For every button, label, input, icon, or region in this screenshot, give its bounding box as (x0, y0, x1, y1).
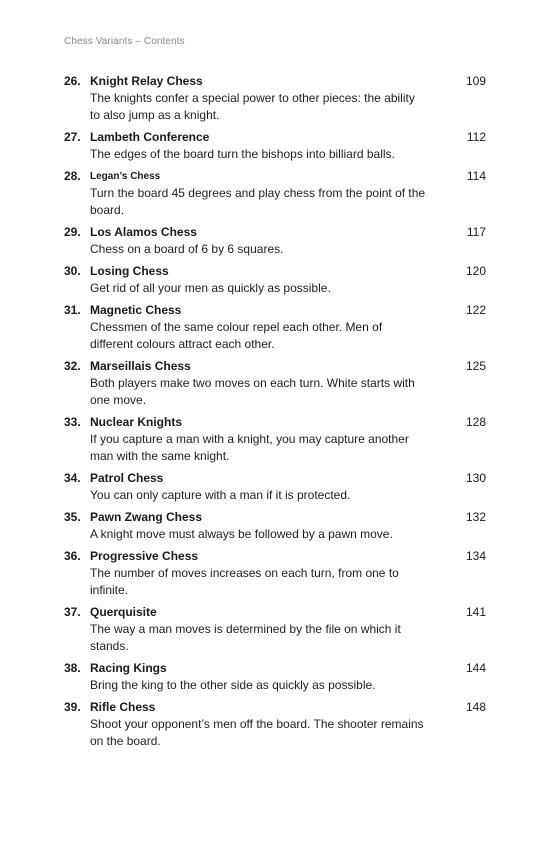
toc-entry (64, 168, 494, 219)
entry-title: Nuclear Knights (90, 415, 183, 429)
entry-page-number: 122 (465, 303, 486, 317)
toc-entry (64, 224, 494, 258)
entry-number: 30. (64, 264, 81, 278)
toc-entry (64, 263, 494, 297)
entry-description: Both players make two moves on each turn. White starts with one move. (90, 376, 415, 407)
entry-page-number: 130 (465, 471, 486, 485)
toc-entry (64, 414, 494, 465)
entry-number: 37. (64, 605, 81, 619)
entry-number: 35. (64, 510, 81, 524)
entry-description: Shoot your opponent’s men off the board. The shooter remains on the board. (90, 717, 424, 748)
entry-page-number: 120 (465, 264, 486, 278)
toc-entry (64, 699, 494, 750)
entry-number: 27. (64, 130, 81, 144)
entry-title: Progressive Chess (90, 549, 199, 563)
entry-description: Chess on a board of 6 by 6 squares. (90, 242, 284, 256)
toc-entry (64, 509, 494, 543)
entry-number: 28. (64, 169, 81, 183)
entry-number: 38. (64, 661, 81, 675)
toc-entry (64, 73, 494, 124)
toc-entry (64, 604, 494, 655)
entry-description: If you capture a man with a knight, you may capture another man with the same knight. (90, 432, 409, 463)
entry-title: Legan’s Chess (90, 171, 161, 182)
entry-title: Querquisite (90, 605, 157, 619)
running-header: Chess Variants – Contents (64, 36, 185, 47)
entry-description: Chessmen of the same colour repel each other. Men of different colours attract each other. (90, 320, 383, 351)
toc-entry (64, 358, 494, 409)
entry-number: 34. (64, 471, 81, 485)
entry-number: 36. (64, 549, 81, 563)
entry-description: The edges of the board turn the bishops into billiard balls. (90, 147, 395, 161)
entry-page-number: 109 (465, 74, 486, 88)
entry-description: Bring the king to the other side as quickly as possible. (90, 678, 376, 692)
entry-title: Magnetic Chess (90, 303, 182, 317)
entry-description: The way a man moves is determined by the file on which it stands. (90, 622, 401, 653)
toc-entry (64, 302, 494, 353)
entry-page-number: 112 (466, 130, 486, 144)
entry-number: 32. (64, 359, 81, 373)
entry-description: A knight move must always be followed by a pawn move. (90, 527, 393, 541)
entry-number: 33. (64, 415, 81, 429)
entry-description: The number of moves increases on each turn, from one to infinite. (90, 566, 399, 597)
entry-number: 39. (64, 700, 81, 714)
entry-description: Get rid of all your men as quickly as possible. (90, 281, 331, 295)
entry-number: 31. (64, 303, 81, 317)
entry-title: Marseillais Chess (90, 359, 191, 373)
entry-page-number: 144 (465, 661, 486, 675)
entry-page-number: 114 (466, 169, 486, 183)
toc-entry (64, 470, 494, 504)
entry-title: Lambeth Conference (90, 130, 210, 144)
entry-title: Los Alamos Chess (90, 225, 197, 239)
entry-title: Rifle Chess (90, 700, 156, 714)
table-of-contents (64, 73, 494, 755)
entry-description: Turn the board 45 degrees and play chess from the point of the board. (90, 186, 426, 217)
entry-title: Knight Relay Chess (90, 74, 203, 88)
entry-title: Losing Chess (90, 264, 169, 278)
entry-description: The knights confer a special power to other pieces: the ability to also jump as a knight. (90, 91, 415, 122)
entry-page-number: 125 (465, 359, 486, 373)
entry-page-number: 141 (465, 605, 486, 619)
toc-entry (64, 129, 494, 163)
entry-page-number: 134 (465, 549, 486, 563)
entry-title: Patrol Chess (90, 471, 164, 485)
entry-page-number: 148 (465, 700, 486, 714)
entry-description: You can only capture with a man if it is protected. (90, 488, 351, 502)
toc-entry (64, 548, 494, 599)
entry-title: Pawn Zwang Chess (90, 510, 203, 524)
entry-page-number: 132 (465, 510, 486, 524)
entry-page-number: 128 (465, 415, 486, 429)
entry-number: 29. (64, 225, 81, 239)
toc-entry (64, 660, 494, 694)
entry-number: 26. (64, 74, 81, 88)
entry-page-number: 117 (466, 225, 486, 239)
entry-title: Racing Kings (90, 661, 167, 675)
